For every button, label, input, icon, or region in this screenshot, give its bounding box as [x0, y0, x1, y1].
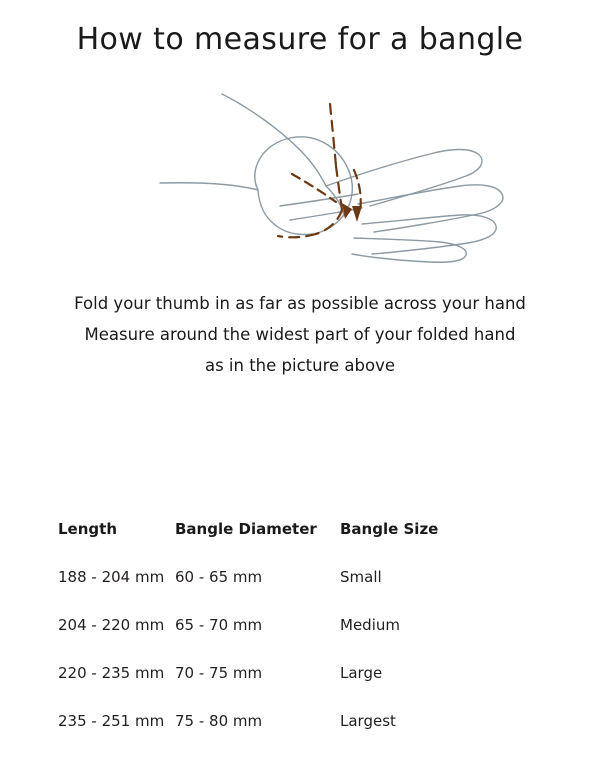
table-row: [0, 712, 600, 760]
cell-size: Small: [340, 568, 382, 586]
cell-diameter: 70 - 75 mm: [175, 664, 263, 682]
instruction-line-1: Fold your thumb in as far as possible across your hand: [74, 294, 526, 313]
cell-size: Largest: [340, 712, 396, 730]
cell-size: Medium: [340, 616, 400, 634]
cell-diameter: 60 - 65 mm: [175, 568, 263, 586]
cell-diameter: 75 - 80 mm: [175, 712, 263, 730]
table-row: [0, 616, 600, 664]
hand-illustration-svg: [130, 78, 520, 263]
cell-length: 188 - 204 mm: [58, 568, 165, 586]
instructions-block: [0, 288, 600, 381]
column-header-length: Length: [58, 520, 117, 538]
table-header-row: [0, 520, 600, 568]
cell-length: 220 - 235 mm: [58, 664, 165, 682]
cell-size: Large: [340, 664, 383, 682]
column-header-bangle-diameter: Bangle Diameter: [175, 520, 317, 538]
cell-diameter: 65 - 70 mm: [175, 616, 263, 634]
cell-length: 204 - 220 mm: [58, 616, 165, 634]
instruction-line-2: Measure around the widest part of your folded hand: [84, 325, 516, 344]
table-row: [0, 568, 600, 616]
hand-with-folded-thumb-diagram: [130, 78, 520, 263]
cell-length: 235 - 251 mm: [58, 712, 165, 730]
size-chart-table: [0, 520, 600, 760]
column-header-bangle-size: Bangle Size: [340, 520, 439, 538]
instruction-line-3: as in the picture above: [204, 356, 396, 375]
page-title: How to measure for a bangle: [76, 22, 524, 57]
table-row: [0, 664, 600, 712]
